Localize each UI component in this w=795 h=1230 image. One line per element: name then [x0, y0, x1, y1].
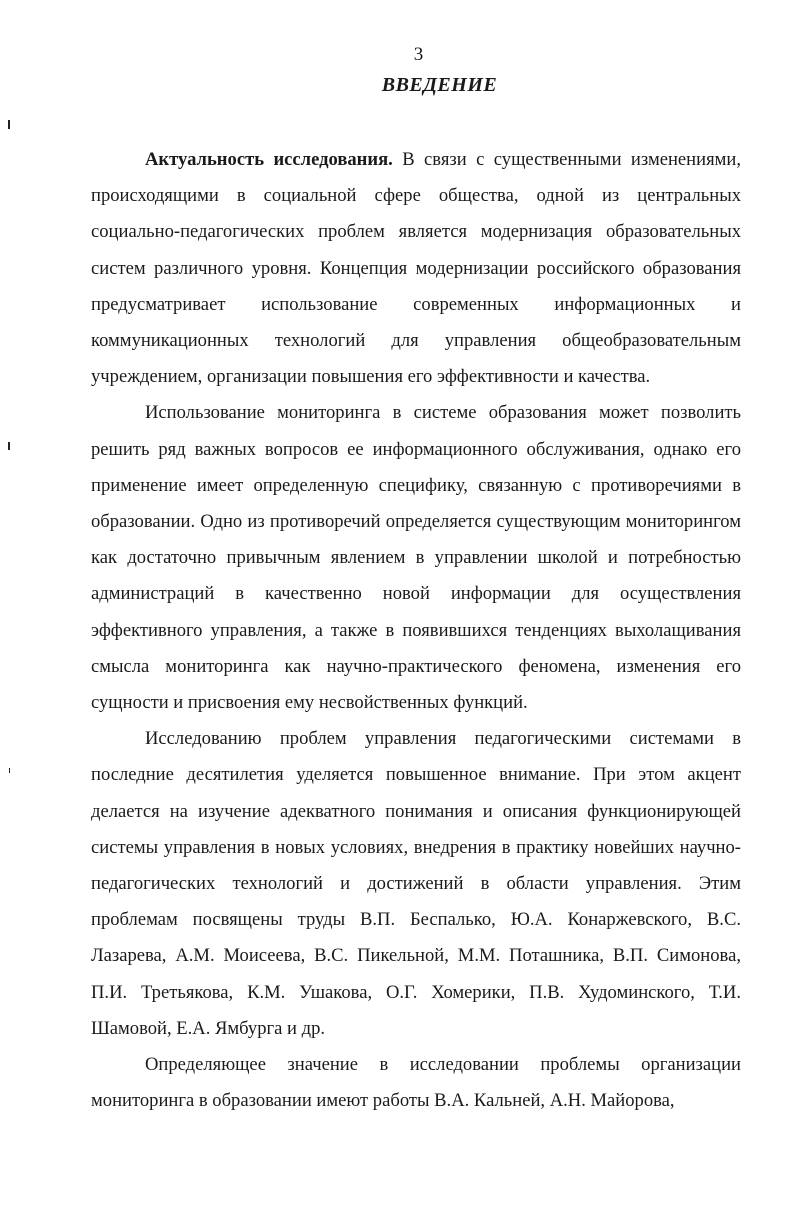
- paragraph-defining-value: Определяющее значение в исследовании проблемы организации мониторинга в образовании имеют работы В.А. Кальней, А.Н. Майорова,: [91, 1054, 741, 1112]
- paragraph-relevance: [91, 142, 741, 395]
- page-number: 3: [413, 44, 424, 65]
- body-text: [91, 142, 741, 1119]
- paragraph-lead-heading: Актуальность исследования.: [145, 149, 393, 170]
- scan-mark-2: [8, 442, 10, 450]
- scan-mark-3: [9, 768, 10, 773]
- paragraph-text: В связи с существенными изменениями, происходящими в социальной сфере общества, одной из центральных социально-педагогических проблем является модернизация образовательных систем различного уровня. Концепция модернизации российского образования предусматривает использование современных информационных и коммуникационных технологий для управления общеобразовательным учреждением, организации повышения его эффективности и качества.: [91, 149, 741, 388]
- page-title: ВВЕДЕНИЕ: [381, 74, 498, 96]
- scan-mark-1: [8, 120, 10, 129]
- paragraph-monitoring: Использование мониторинга в системе образования может позволить решить ряд важных вопросов ее информационного обслуживания, однако его применение имеет определенную специфику, связанную с противоречиями в образовании. Одно из противоречий определяется существующим мониторингом как достаточно привычным явлением в управлении школой и потребностью администраций в качественно новой информации для осуществления эффективного управления, а также в появившихся тенденциях выхолащивания смысла мониторинга как научно-практического феномена, изменения его сущности и присвоения ему несвойственных функций.: [91, 402, 741, 714]
- paragraph-research-management: Исследованию проблем управления педагогическими системами в последние десятилетия уделяется повышенное внимание. При этом акцент делается на изучение адекватного понимания и описания функционирующей системы управления в новых условиях, внедрения в практику новейших научно-педагогических технологий и достижений в области управления. Этим проблемам посвящены труды В.П. Беспалько, Ю.А. Конаржевского, В.С. Лазарева, А.М. Моисеева, В.С. Пикельной, М.М. Поташника, В.П. Симонова, П.И. Третьякова, К.М. Ушакова, О.Г. Хомерики, П.В. Худоминского, Т.И. Шамовой, Е.А. Ямбурга и др.: [91, 728, 741, 1039]
